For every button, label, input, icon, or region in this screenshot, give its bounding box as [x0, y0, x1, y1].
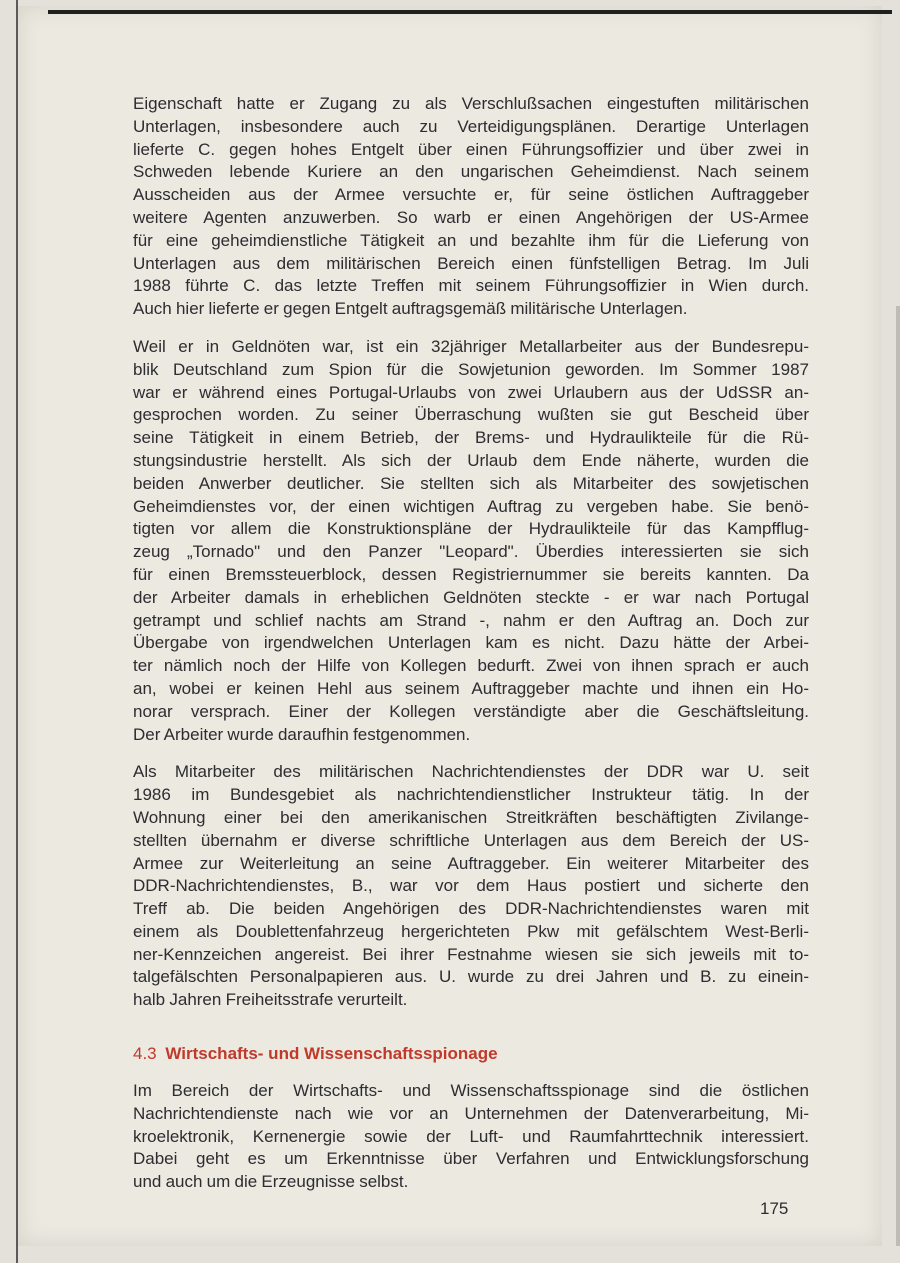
section-title: Wirtschafts- und Wissenschaftsspionage — [165, 1044, 498, 1064]
text-line: beiden Anwerber deutlicher. Sie stellten sich als Mitarbeiter des sowjetischen — [133, 473, 809, 493]
text-line: kroelektronik, Kernenergie sowie der Luft- und Raumfahrttechnik interessiert. — [133, 1126, 809, 1146]
text-line: Unterlagen, insbesondere auch zu Verteidigungsplänen. Derartige Unterlagen — [133, 116, 809, 136]
text-line: Im Bereich der Wirtschafts- und Wissenschaftsspionage sind die östlichen — [133, 1081, 809, 1101]
text-line: stellten übernahm er diverse schriftliche Unterlagen aus dem Bereich der US- — [133, 830, 809, 850]
text-line: und auch um die Erzeugnisse selbst. — [133, 1172, 409, 1192]
text-line: Treff ab. Die beiden Angehörigen des DDR-Nachrichtendienstes waren mit — [133, 899, 809, 919]
text-line: gesprochen worden. Zu seiner Überraschung wußten sie gut Bescheid über — [133, 405, 809, 425]
paragraph-espionage-case-c — [133, 93, 809, 321]
text-line: Schweden lebende Kuriere an den ungarischen Geheimdienst. Nach seinem — [133, 162, 809, 182]
text-line: Dabei geht es um Erkenntnisse über Verfahren und Entwicklungsforschung — [133, 1149, 809, 1169]
text-line: der Arbeiter damals in erheblichen Geldnöten steckte - er war nach Portugal — [133, 587, 809, 607]
text-line: halb Jahren Freiheitsstrafe verurteilt. — [133, 990, 408, 1010]
text-line: stungsindustrie herstellt. Als sich der Urlaub dem Ende näherte, wurden die — [133, 450, 809, 470]
text-line: 1988 führte C. das letzte Treffen mit seinem Führungsoffizier in Wien durch. — [133, 276, 809, 296]
text-line: norar versprach. Einer der Kollegen verständigte aber die Geschäftsleitung. — [133, 701, 809, 721]
text-line: tigten vor allem die Konstruktionspläne der Hydraulikteile für das Kampfflug- — [133, 519, 809, 539]
text-line: DDR-Nachrichtendienstes, B., war vor dem Haus postiert und sicherte den — [133, 876, 809, 896]
text-line: 1986 im Bundesgebiet als nachrichtendienstlicher Instrukteur tätig. In der — [133, 785, 809, 805]
text-line: Wohnung einer bei den amerikanischen Streitkräften beschäftigten Zivilange- — [133, 807, 809, 827]
text-line: Ausscheiden aus der Armee versuchte er, für seine östlichen Auftraggeber — [133, 185, 809, 205]
text-line: einem als Doublettenfahrzeug hergerichteten Pkw mit gefälschtem West-Berli- — [133, 921, 809, 941]
text-line: Geheimdienstes vor, der einen wichtigen Auftrag zu vergeben habe. Sie benö- — [133, 496, 809, 516]
text-line: lieferte C. gegen hohes Entgelt über einen Führungsoffizier und über zwei in — [133, 139, 809, 159]
top-border-rule — [48, 10, 892, 14]
text-line: ter nämlich noch der Hilfe von Kollegen bedurft. Zwei von ihnen sprach er auch — [133, 656, 809, 676]
text-line: an, wobei er keinen Hehl aus seinem Auftraggeber machte und ihnen ein Ho- — [133, 678, 809, 698]
text-line: talgefälschten Personalpapieren aus. U. wurde zu drei Jahren und B. zu einein- — [133, 967, 809, 987]
text-line: für einen Bremssteuerblock, dessen Registriernummer sie bereits kannten. Da — [133, 564, 809, 584]
text-line: weitere Agenten anzuwerben. So warb er einen Angehörigen der US-Armee — [133, 207, 809, 227]
section-number: 4.3 — [133, 1044, 157, 1064]
page-content — [133, 93, 809, 1194]
paragraph-ddr-instructor-case — [133, 761, 809, 1012]
paragraph-metalworker-case — [133, 336, 809, 746]
section-heading — [133, 1043, 809, 1065]
text-line: Der Arbeiter wurde daraufhin festgenommen. — [133, 724, 471, 744]
page-number: 175 — [760, 1199, 789, 1218]
text-line: ner-Kennzeichen angereist. Bei ihrer Festnahme wiesen sie sich jeweils mit to- — [133, 944, 809, 964]
text-line: war er während eines Portugal-Urlaubs von zwei Urlaubern aus der UdSSR an- — [133, 382, 809, 402]
text-line: für eine geheimdienstliche Tätigkeit an und bezahlte ihm für die Lieferung von — [133, 230, 809, 250]
paragraph-economic-espionage — [133, 1080, 809, 1194]
text-line: Unterlagen aus dem militärischen Bereich einen fünfstelligen Betrag. Im Juli — [133, 253, 809, 273]
text-line: Übergabe von irgendwelchen Unterlagen kam es nicht. Dazu hätte der Arbei- — [133, 633, 809, 653]
text-line: Nachrichtendienste nach wie vor an Unternehmen der Datenverarbeitung, Mi- — [133, 1103, 809, 1123]
text-line: Als Mitarbeiter des militärischen Nachrichtendienstes der DDR war U. seit — [133, 762, 809, 782]
text-line: blik Deutschland zum Spion für die Sowjetunion geworden. Im Sommer 1987 — [133, 359, 809, 379]
text-line: getrampt und schlief nachts am Strand -, nahm er den Auftrag an. Doch zur — [133, 610, 809, 630]
text-line: Auch hier lieferte er gegen Entgelt auftragsgemäß militärische Unterlagen. — [133, 299, 688, 319]
text-line: seine Tätigkeit in einem Betrieb, der Brems- und Hydraulikteile für die Rü- — [133, 428, 809, 448]
text-line: zeug „Tornado" und den Panzer "Leopard". Überdies interessierten sie sich — [133, 542, 809, 562]
text-line: Weil er in Geldnöten war, ist ein 32jähriger Metallarbeiter aus der Bundesrepu- — [133, 336, 809, 356]
page-stack-edge — [896, 306, 900, 1246]
text-line: Eigenschaft hatte er Zugang zu als Verschlußsachen eingestuften militärischen — [133, 94, 809, 113]
text-line: Armee zur Weiterleitung an seine Auftraggeber. Ein weiterer Mitarbeiter des — [133, 853, 809, 873]
